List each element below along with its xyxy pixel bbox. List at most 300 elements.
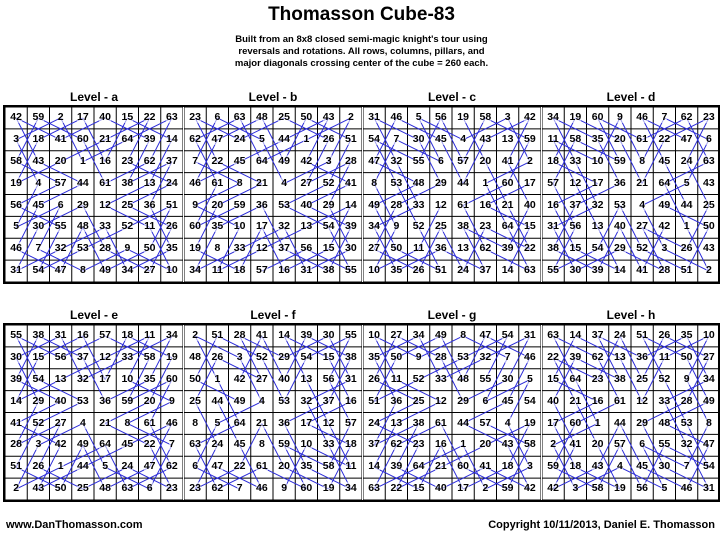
grid-cell [161,195,183,217]
cell-number: 53 [77,242,89,255]
cell-number: 9 [393,220,400,233]
grid-cell [676,260,698,282]
cell-number: 32 [54,242,67,255]
grid-cell [698,478,720,500]
grid-cell [139,216,161,238]
grid-cell [430,260,452,282]
level-title: Level - d [606,90,656,104]
grid-cell [340,369,362,391]
cell-number: 47 [680,132,693,145]
grid-cell [72,434,94,456]
cell-number: 59 [32,111,45,123]
grid-cell [564,107,586,129]
grid-cell [340,456,362,478]
grid-cell [50,151,72,173]
grid-cell [519,391,541,413]
grid-cell [161,456,183,478]
cell-number: 12 [99,350,111,363]
grid-cell [5,434,27,456]
grid-cell [542,129,564,151]
grid-cell [452,151,474,173]
cell-number: 16 [547,198,559,211]
level-grid [5,325,183,500]
cell-number: 5 [102,460,109,473]
cell-number: 2 [526,154,533,167]
cell-number: 1 [460,438,467,451]
cell-number: 51 [680,264,693,277]
grid-cell [474,456,496,478]
grid-cell [497,107,519,129]
cell-number: 31 [368,111,380,123]
grid-cell [273,173,295,195]
cell-number: 3 [504,111,511,123]
cell-number: 41 [256,329,268,341]
grid-cell [363,347,385,369]
grid-cell [653,107,675,129]
cell-number: 10 [703,329,715,341]
grid-cell [609,369,631,391]
grid-cell [139,195,161,217]
cell-number: 8 [214,242,221,255]
grid-cell [452,413,474,435]
grid-cell [564,173,586,195]
cell-number: 31 [345,372,357,385]
cell-number: 26 [166,220,178,233]
grid-cell [631,107,653,129]
grid-cell [184,195,206,217]
grid-cell [676,173,698,195]
cell-number: 14 [614,264,626,277]
grid-cell [609,260,631,282]
cell-number: 11 [658,350,670,363]
grid-cell [497,151,519,173]
cell-number: 8 [371,176,378,189]
cell-number: 21 [569,394,582,407]
grid-cell [116,260,138,282]
cell-number: 19 [322,482,335,495]
grid-cell [72,129,94,151]
cell-number: 58 [143,350,156,363]
cell-number: 29 [322,198,335,211]
grid-cell [273,129,295,151]
grid-cell [94,391,116,413]
grid-cell [542,216,564,238]
grid-cell [161,434,183,456]
cell-number: 31 [54,329,67,341]
cell-number: 29 [77,198,89,211]
cell-number: 8 [460,329,467,341]
cell-number: 50 [54,482,67,495]
cell-number: 12 [256,242,268,255]
grid-cell [474,195,496,217]
cell-number: 20 [479,154,492,167]
grid-cell [139,238,161,260]
cell-number: 19 [457,111,469,123]
cell-number: 40 [547,394,559,407]
grid-cell [452,456,474,478]
grid-cell [251,238,273,260]
cell-number: 16 [591,394,604,407]
cell-number: 2 [13,482,20,495]
grid-cell [206,478,228,500]
grid-cell [698,325,720,347]
cell-number: 38 [345,350,357,363]
cell-number: 20 [211,198,224,211]
cell-number: 52 [412,220,425,233]
cell-number: 48 [99,482,111,495]
grid-cell [676,456,698,478]
cell-number: 55 [547,264,559,277]
cell-number: 15 [322,350,335,363]
cell-number: 41 [501,154,514,167]
cell-number: 48 [77,220,89,233]
cell-number: 58 [569,132,582,145]
cell-number: 51 [435,264,447,277]
grid-cell [587,129,609,151]
cell-number: 51 [345,132,357,145]
cell-number: 22 [211,154,224,167]
grid-cell [161,129,183,151]
grid-cell [631,151,653,173]
grid-cell [229,238,251,260]
cell-number: 61 [614,394,626,407]
cell-number: 61 [211,176,224,189]
cell-number: 4 [460,132,467,145]
cell-number: 12 [435,198,447,211]
cell-number: 14 [345,198,357,211]
grid-cell [94,478,116,500]
grid-cell [229,413,251,435]
grid-cell [273,347,295,369]
grid-cell [698,260,720,282]
grid-cell [385,216,407,238]
cell-number: 1 [57,460,64,473]
grid-cell [653,260,675,282]
cell-number: 13 [390,416,403,429]
grid-cell [363,195,385,217]
level-title: Level - c [427,90,477,104]
cell-number: 63 [547,329,559,341]
grid-cell [116,173,138,195]
cell-number: 11 [345,460,357,473]
cell-number: 41 [54,132,67,145]
cell-number: 40 [614,220,626,233]
grid-cell [251,260,273,282]
cell-number: 14 [368,460,380,473]
cell-number: 62 [189,132,201,145]
cell-number: 19 [189,242,201,255]
grid-cell [340,478,362,500]
cell-number: 7 [661,111,668,123]
grid-cell [206,129,228,151]
cell-number: 44 [211,394,224,407]
cell-number: 56 [636,482,648,495]
grid-cell [698,129,720,151]
grid-cell [587,238,609,260]
cell-number: 55 [54,220,67,233]
cell-number: 6 [639,438,646,451]
cell-number: 30 [10,350,22,363]
cell-number: 2 [57,111,64,123]
cell-number: 17 [300,416,313,429]
grid-cell [631,260,653,282]
cell-number: 33 [435,372,447,385]
grid-cell [519,151,541,173]
grid-cell [94,173,116,195]
cell-number: 37 [479,264,492,277]
grid-cell [408,347,430,369]
cell-number: 63 [524,264,536,277]
cell-number: 14 [10,394,22,407]
cell-number: 49 [703,394,715,407]
grid-cell [318,391,340,413]
grid-cell [340,129,362,151]
cell-number: 10 [591,154,604,167]
cell-number: 38 [32,329,45,341]
cell-number: 58 [322,460,335,473]
grid-cell [251,195,273,217]
grid-cell [139,413,161,435]
level-grid [184,325,362,500]
grid-cell [430,151,452,173]
grid-cell [50,195,72,217]
grid-cell [587,391,609,413]
level-title: Level - h [606,308,656,322]
cell-number: 7 [393,132,400,145]
cell-number: 64 [501,220,514,233]
grid-cell [295,413,317,435]
grid-cell [452,478,474,500]
cell-number: 32 [479,350,492,363]
grid-cell [50,129,72,151]
grid-cell [229,107,251,129]
grid-cell [94,216,116,238]
grid-cell [519,434,541,456]
grid-cell [27,129,49,151]
cell-number: 14 [278,329,290,341]
grid-cell [50,325,72,347]
cell-number: 56 [322,372,335,385]
grid-cell [229,129,251,151]
cell-number: 17 [256,220,268,233]
cell-number: 50 [189,372,201,385]
cell-number: 1 [594,416,601,429]
grid-cell [474,391,496,413]
grid-cell [363,151,385,173]
cell-number: 60 [569,416,582,429]
grid-cell [631,413,653,435]
grid-cell [452,195,474,217]
cell-number: 61 [636,132,648,145]
grid-cell [273,107,295,129]
grid-cell [408,238,430,260]
cell-number: 14 [166,132,178,145]
cell-number: 48 [658,416,671,429]
cell-number: 19 [166,350,178,363]
grid-cell [452,260,474,282]
grid-cell [206,391,228,413]
grid-cell [251,151,273,173]
grid-cell [497,478,519,500]
cell-number: 35 [143,372,156,385]
cell-number: 27 [390,329,403,341]
cell-number: 56 [435,111,447,123]
cell-number: 50 [680,350,693,363]
grid-cell [273,434,295,456]
cell-number: 62 [591,350,604,363]
grid-cell [676,195,698,217]
cell-number: 54 [322,220,335,233]
cell-number: 51 [166,198,178,211]
grid-cell [653,413,675,435]
grid-cell [609,478,631,500]
grid-cell [139,260,161,282]
grid-cell [430,129,452,151]
cell-number: 36 [278,416,290,429]
cell-number: 31 [10,264,22,277]
cell-number: 50 [300,111,313,123]
level-grid [363,107,541,282]
cell-number: 52 [658,372,671,385]
grid-cell [27,173,49,195]
cell-number: 62 [143,154,156,167]
cell-number: 57 [345,416,357,429]
cell-number: 23 [189,111,201,123]
cell-number: 46 [524,350,536,363]
cell-number: 9 [168,394,175,407]
grid-cell [452,347,474,369]
cell-number: 16 [278,264,290,277]
cell-number: 5 [683,176,690,189]
cell-number: 57 [54,176,67,189]
grid-cell [430,107,452,129]
grid-cell [318,107,340,129]
footer-website: www.DanThomasson.com [6,519,143,531]
grid-cell [251,478,273,500]
grid-cell [72,325,94,347]
cell-number: 43 [591,460,604,473]
cell-number: 46 [256,482,268,495]
cell-number: 9 [616,111,623,123]
cell-number: 36 [143,198,156,211]
cell-number: 46 [166,416,178,429]
cell-number: 30 [322,329,335,341]
cell-number: 44 [278,132,290,145]
grid-cell [564,195,586,217]
grid-cell [161,107,183,129]
cell-number: 53 [457,350,469,363]
grid-cell [184,260,206,282]
cell-number: 7 [683,460,690,473]
cell-number: 58 [479,111,492,123]
grid-cell [385,456,407,478]
cell-number: 57 [256,264,268,277]
cell-number: 40 [300,198,313,211]
grid-cell [5,195,27,217]
grid-cell [430,325,452,347]
grid-cell [497,391,519,413]
grid-cell [653,434,675,456]
cell-number: 52 [256,350,268,363]
grid-cell [609,173,631,195]
cell-number: 61 [435,416,447,429]
grid-cell [184,325,206,347]
cell-number: 32 [680,438,693,451]
cell-number: 12 [99,198,111,211]
grid-cell [184,456,206,478]
grid-cell [564,260,586,282]
grid-cell [542,151,564,173]
cell-number: 60 [457,460,469,473]
cell-number: 55 [479,372,492,385]
grid-cell [676,151,698,173]
cell-number: 23 [166,482,178,495]
grid-cell [363,107,385,129]
grid-cell [139,434,161,456]
cell-number: 37 [77,350,89,363]
grid-cell [408,195,430,217]
grid-cell [474,413,496,435]
grid-cell [408,129,430,151]
cell-number: 48 [256,111,268,123]
grid-cell [50,347,72,369]
level-title: Level - a [69,90,119,104]
cell-number: 22 [390,482,403,495]
grid-cell [229,478,251,500]
grid-cell [295,151,317,173]
grid-cell [631,369,653,391]
cell-number: 28 [435,350,447,363]
grid-cell [474,434,496,456]
grid-cell [497,456,519,478]
grid-cell [27,151,49,173]
grid-cell [609,413,631,435]
cell-number: 16 [99,154,111,167]
cell-number: 23 [189,482,201,495]
grid-cell [50,260,72,282]
grid-cell [698,216,720,238]
cell-number: 11 [413,242,425,255]
cell-number: 35 [211,220,224,233]
cell-number: 51 [368,394,380,407]
grid-cell [631,195,653,217]
cell-number: 10 [368,264,380,277]
cell-number: 56 [54,350,67,363]
grid-cell [698,456,720,478]
cell-number: 13 [54,372,67,385]
grid-cell [564,216,586,238]
cell-number: 43 [501,438,514,451]
cell-number: 46 [10,242,22,255]
cell-number: 50 [143,242,156,255]
grid-cell [27,413,49,435]
cell-number: 27 [256,372,268,385]
grid-cell [497,129,519,151]
grid-cell [519,456,541,478]
cell-number: 45 [658,154,671,167]
cell-number: 20 [479,438,492,451]
grid-cell [542,456,564,478]
grid-cell [27,260,49,282]
grid-cell [519,129,541,151]
cell-number: 27 [703,350,715,363]
cell-number: 44 [457,176,469,189]
grid-cell [609,391,631,413]
grid-cell [184,434,206,456]
grid-cell [295,347,317,369]
grid-cell [139,325,161,347]
cell-number: 38 [457,220,469,233]
